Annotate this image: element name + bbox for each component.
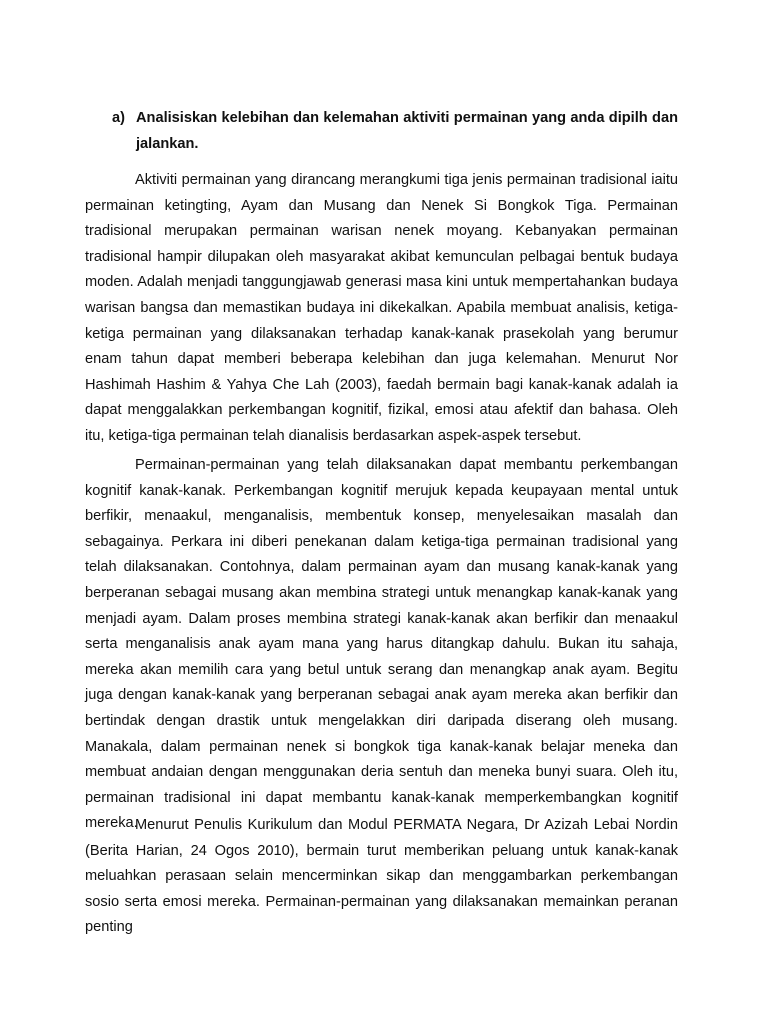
paragraph-3: Menurut Penulis Kurikulum dan Modul PERMATA Negara, Dr Azizah Lebai Nordin (Berita Harian, 24 Ogos 2010), bermain turut memberikan peluang untuk kanak-kanak meluahkan perasaan selain mencerminkan sikap dan menggambarkan perkembangan sosio serta emosi mereka. Permainan-permainan yang dilaksanakan memainkan peranan penting bbox=[85, 817, 678, 936]
paragraph-1: Aktiviti permainan yang dirancang merangkumi tiga jenis permainan tradisional iaitu permainan ketingting, Ayam dan Musang dan Nenek Si Bongkok Tiga. Permainan tradisional merupakan permainan warisan nenek moyang. Kebanyakan permainan tradisional hampir dilupakan oleh masyarakat akibat kemunculan pelbagai bentuk budaya moden. Adalah menjadi tanggungjawab generasi masa kini untuk mempertahankan budaya warisan bangsa dan memastikan budaya ini dikekalkan. Apabila membuat analisis, ketiga-ketiga permainan yang dilaksanakan terhadap kanak-kanak prasekolah yang berumur enam tahun dapat memberi beberapa kelebihan dan juga kelemahan. Menurut Nor Hashimah Hashim & Yahya Che Lah (2003), faedah bermain bagi kanak-kanak adalah ia dapat menggalakkan perkembangan kognitif, fizikal, emosi atau afektif dan bahasa. Oleh itu, ketiga-tiga permainan telah dianalisis berdasarkan aspek-aspek tersebut. bbox=[85, 172, 678, 444]
question-text: Analisiskan kelebihan dan kelemahan aktiviti permainan yang anda dipilh dan jalankan. bbox=[136, 110, 678, 152]
paragraph-2: Permainan-permainan yang telah dilaksanakan dapat membantu perkembangan kognitif kanak-kanak. Perkembangan kognitif merujuk kepada keupayaan mental untuk berfikir, menaakul, menganalisis, membentuk konsep, menyelesaikan masalah dan sebagainya. Perkara ini diberi penekanan dalam ketiga-tiga permainan tradisional yang telah dilaksanakan. Contohnya, dalam permainan ayam dan musang kanak-kanak yang berperanan sebagai musang akan membina strategi untuk menangkap kanak-kanak yang menjadi ayam. Dalam proses membina strategi kanak-kanak akan berfikir dan menaakul serta menganalisis anak ayam mana yang harus ditangkap dahulu. Bukan itu sahaja, mereka akan memilih cara yang betul untuk serang dan menangkap anak ayam. Begitu juga dengan kanak-kanak yang berperanan sebagai anak ayam mereka akan berfikir dan bertindak dengan drastik untuk mengelakkan diri daripada diserang oleh musang. Manakala, dalam permainan nenek si bongkok tiga kanak-kanak belajar meneka dan membuat andaian dengan menggunakan deria sentuh dan meneka bunyi suara. Oleh itu, permainan tradisional ini dapat membantu kanak-kanak memperkembangkan kognitif mereka. bbox=[85, 457, 678, 832]
question-number: a) bbox=[112, 110, 125, 126]
question-heading bbox=[112, 105, 678, 157]
